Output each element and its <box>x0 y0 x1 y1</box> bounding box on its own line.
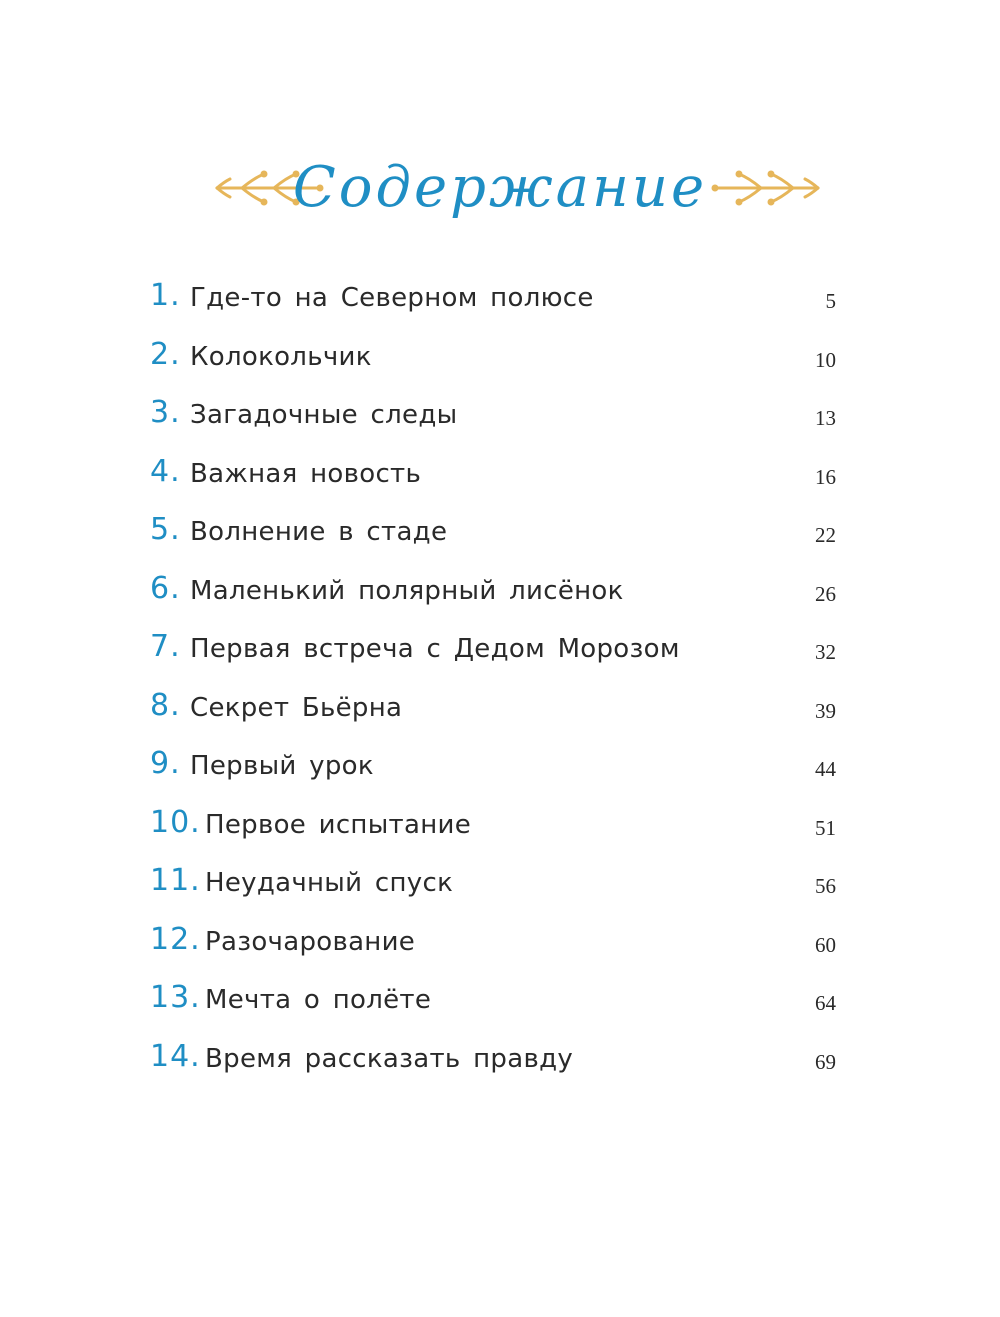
chapter-page-number: 69 <box>815 1049 836 1074</box>
chapter-title: Где-то на Северном полюсе <box>190 283 594 313</box>
chapter-page-number: 64 <box>815 991 836 1015</box>
chapter-page-number: 5 <box>825 289 836 313</box>
chapter-page-number: 39 <box>815 698 836 723</box>
toc-entry[interactable] <box>0 621 1000 679</box>
chapter-title: Первая встреча с Дедом Морозом <box>190 634 680 664</box>
chapter-page-number: 13 <box>815 406 836 430</box>
chapter-number: 13. <box>150 980 201 1015</box>
toc-entry[interactable] <box>0 914 1000 972</box>
chapter-number: 8. <box>150 687 181 723</box>
chapter-title: Волнение в стаде <box>190 517 448 547</box>
toc-entry[interactable] <box>0 504 1000 562</box>
chapter-title: Разочарование <box>205 926 416 957</box>
chapter-title: Секрет Бьёрна <box>190 692 403 723</box>
toc-entry[interactable] <box>0 972 1000 1030</box>
toc-entry[interactable] <box>0 329 1000 387</box>
chapter-page-number: 60 <box>815 932 836 957</box>
chapter-title: Первое испытание <box>205 809 472 840</box>
toc-entry[interactable] <box>0 797 1000 855</box>
chapter-title: Загадочные следы <box>190 400 458 430</box>
chapter-page-number: 44 <box>815 757 836 781</box>
chapter-number: 2. <box>150 336 181 372</box>
chapter-page-number: 32 <box>815 640 836 664</box>
chapter-number: 11. <box>150 863 201 898</box>
chapter-page-number: 10 <box>815 347 836 372</box>
chapter-page-number: 26 <box>815 581 836 606</box>
toc-entry[interactable] <box>0 387 1000 445</box>
toc-entry[interactable] <box>0 1031 1000 1089</box>
chapter-page-number: 56 <box>815 874 836 898</box>
chapter-page-number: 22 <box>815 523 836 547</box>
toc-entry[interactable] <box>0 563 1000 621</box>
chapter-number: 5. <box>150 512 181 547</box>
toc-entry[interactable] <box>0 680 1000 738</box>
toc-entry[interactable] <box>0 738 1000 796</box>
chapter-page-number: 16 <box>815 464 836 489</box>
chapter-title: Мечта о полёте <box>205 985 432 1015</box>
chapter-number: 4. <box>150 453 181 489</box>
toc-entry[interactable] <box>0 270 1000 328</box>
chapter-number: 3. <box>150 395 181 430</box>
chapter-number: 12. <box>150 921 201 957</box>
chapter-title: Время рассказать правду <box>205 1043 574 1074</box>
chapter-number: 6. <box>150 570 181 606</box>
branch-sprig-icon <box>703 168 823 208</box>
chapter-number: 1. <box>150 278 181 313</box>
chapter-title: Важная новость <box>190 458 422 489</box>
chapter-page-number: 51 <box>815 815 836 840</box>
chapter-number: 14. <box>150 1038 201 1074</box>
contents-header <box>0 150 1000 240</box>
chapter-title: Колокольчик <box>190 341 372 372</box>
chapter-number: 9. <box>150 746 181 781</box>
chapter-title: Неудачный спуск <box>205 868 454 898</box>
chapter-number: 10. <box>150 804 201 840</box>
chapter-number: 7. <box>150 629 181 664</box>
chapter-title: Маленький полярный лисёнок <box>190 575 624 606</box>
chapter-title: Первый урок <box>190 751 374 781</box>
page-title: Содержание <box>292 155 708 220</box>
toc-entry[interactable] <box>0 855 1000 913</box>
toc-entry[interactable] <box>0 446 1000 504</box>
